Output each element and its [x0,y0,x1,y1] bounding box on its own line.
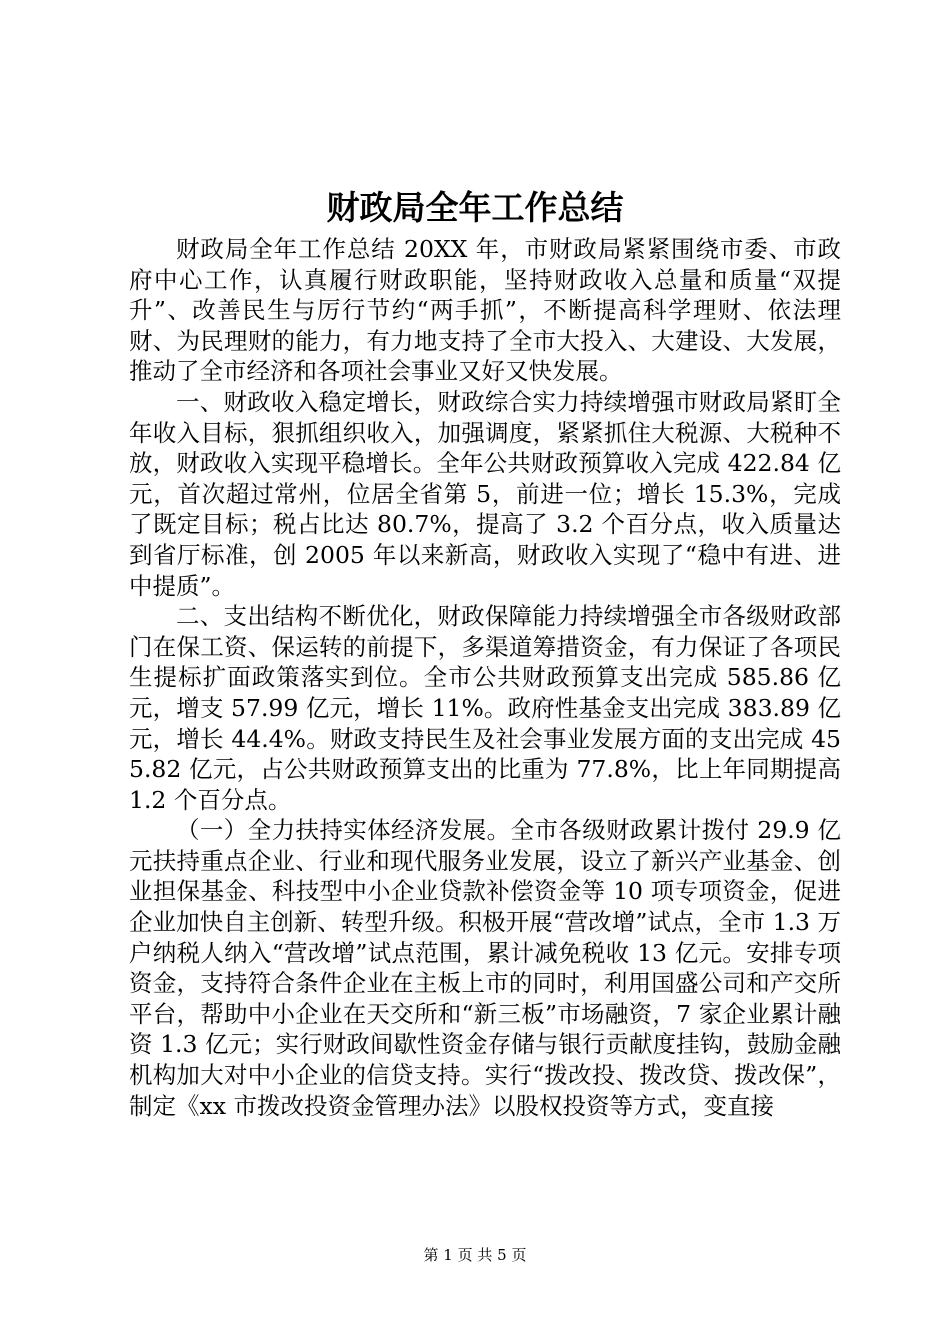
paragraph-intro: 财政局全年工作总结 20XX 年，市财政局紧紧围绕市委、市政府中心工作，认真履行财政职能，坚持财政收入总量和质量“双提升”、改善民生与厉行节约“两手抓”，不断提高科学理财、依法理财、为民理财的能力，有力地支持了全市大投入、大建设、大发展，推动了全市经济和各项社会事业又好又快发展。 [129,235,841,386]
paragraph-expenditure: 二、支出结构不断优化，财政保障能力持续增强全市各级财政部门在保工资、保运转的前提下，多渠道筹措资金，有力保证了各项民生提标扩面政策落实到位。全市公共财政预算支出完成 585.86 亿元，增支 57.99 亿元，增长 11%。政府性基金支出完成 383.89 亿元，增长 44.4%。财政支持民生及社会事业发展方面的支出完成 455.82 亿元，占公共财政预算支出的比重为 77.8%，比上年同期提高 1.2 个百分点。 [129,602,841,814]
paragraph-revenue: 一、财政收入稳定增长，财政综合实力持续增强市财政局紧盯全年收入目标，狠抓组织收入，加强调度，紧紧抓住大税源、大税种不放，财政收入实现平稳增长。全年公共财政预算收入完成 422.84 亿元，首次超过常州，位居全省第 5，前进一位；增长 15.3%，完成了既定目标；税占比达 80.7%，提高了 3.2 个百分点，收入质量达到省厅标准，创 2005 年以来新高，财政收入实现了“稳中有进、进中提质”。 [129,387,841,600]
page-footer: 第 1 页 共 5 页 [423,1246,527,1264]
paragraph-economy-support: （一）全力扶持实体经济发展。全市各级财政累计拨付 29.9 亿元扶持重点企业、行业和现代服务业发展，设立了新兴产业基金、创业担保基金、科技型中小企业贷款补偿资金等 10 项专项资金，促进企业加快自主创新、转型升级。积极开展“营改增”试点，全市 1.3 万户纳税人纳入“营改增”试点范围，累计减免税收 13 亿元。安排专项资金，支持符合条件企业在主板上市的同时，利用国盛公司和产交所平台，帮助中小企业在天交所和“新三板”市场融资，7 家企业累计融资 1.3 亿元；实行财政间歇性资金存储与银行贡献度挂钩，鼓励金融机构加大对中小企业的信贷支持。实行“拨改投、拨改贷、拨改保”，制定《xx 市拨改投资金管理办法》以股权投资等方式，变直接 [129,816,841,1120]
document-title: 财政局全年工作总结 [326,188,624,227]
document-body [129,234,841,1121]
